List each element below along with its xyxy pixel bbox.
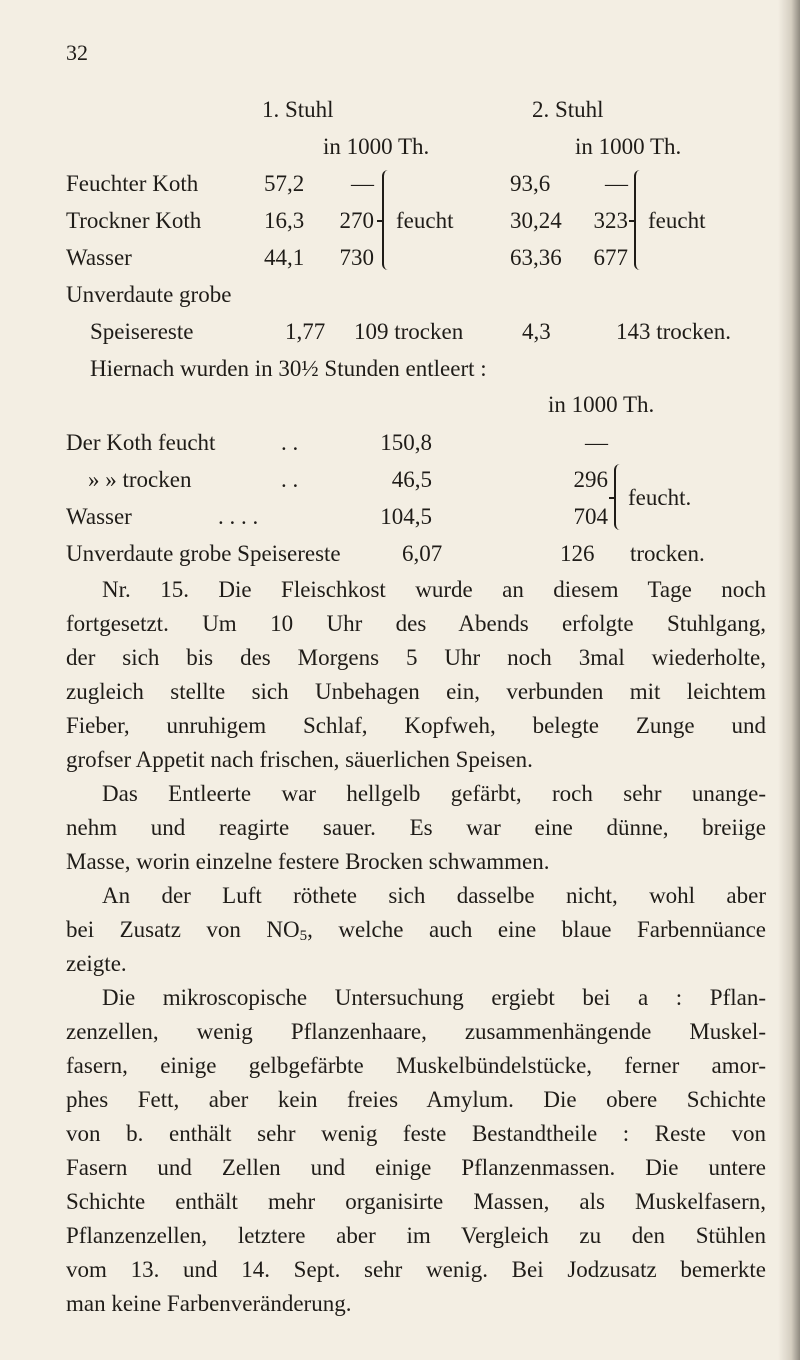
table1-row-per-mille: 323 — [593, 208, 628, 233]
table2-row-label: Wasser — [66, 504, 132, 529]
text-line: An der Luft röthete sich dasselbe nicht, wohl aber — [102, 883, 766, 908]
text-line: zenzellen, wenig Pflanzenhaare, zusammenhängende Muskel- — [66, 1019, 766, 1044]
table1-col2-unit: in 1000 Th. — [575, 134, 682, 159]
text-line: Pflanzenzellen, letztere aber im Vergleich zu den Stühlen — [66, 1223, 766, 1248]
table2-row-value: 6,07 — [402, 541, 443, 566]
table1-col2-title: 2. Stuhl — [532, 97, 604, 122]
table2-row-label: Unverdaute grobe Speisereste — [66, 541, 341, 566]
table1-row-per-mille: 730 — [339, 245, 374, 270]
table2-leader-dots: . . — [281, 430, 299, 455]
table1-row-label: Wasser — [66, 245, 132, 270]
table1-row-value: 57,2 — [264, 171, 305, 196]
text-line: fortgesetzt. Um 10 Uhr des Abends erfolgte Stuhlgang, — [66, 611, 766, 636]
text-line: Die mikroscopische Untersuchung ergiebt bei a : Pflan- — [102, 985, 766, 1010]
table1-row-label: Feuchter Koth — [66, 171, 199, 196]
text-line: bei Zusatz von $NO_5$, welche auch eine blaue Farbennüance — [66, 917, 766, 944]
text-line: Masse, worin einzelne festere Brocken schwammen. — [66, 849, 550, 874]
table1-row-value: 30,24 — [510, 208, 562, 233]
table2-unit: in 1000 Th. — [548, 392, 655, 417]
brace-label: feucht. — [628, 485, 692, 510]
table2-row-label: » » trocken — [88, 467, 192, 492]
curly-brace — [634, 170, 646, 270]
table1-row-value: 63,36 — [510, 245, 562, 270]
table1-col1-unit: in 1000 Th. — [323, 134, 430, 159]
table1-row-label: Unverdaute grobe — [66, 282, 232, 307]
table1-row-per-mille: 677 — [593, 245, 628, 270]
table2-row-per-mille: 704 — [573, 504, 608, 529]
subscript: 5 — [299, 928, 308, 944]
table1-row-per-mille: — — [351, 171, 374, 196]
table2-leader-dots: . . — [281, 467, 299, 492]
page-edge-shadow — [778, 0, 800, 1360]
table2-row-per-mille: 126 — [560, 541, 595, 566]
table1-row-value: 93,6 — [510, 171, 551, 196]
text-line: Fieber, unruhigem Schlaf, Kopfweh, belegte Zunge und — [66, 713, 766, 738]
table2-row-per-mille: — — [585, 430, 608, 455]
table2-row-note: trocken. — [630, 541, 705, 566]
brace-label: feucht — [396, 208, 454, 233]
table1-col1-title: 1. Stuhl — [262, 97, 334, 122]
table1-row-per-mille: 270 — [339, 208, 374, 233]
table2-row-label: Der Koth feucht — [66, 430, 216, 455]
text-line: von b. enthält sehr wenig feste Bestandtheile : Reste von — [66, 1121, 766, 1146]
table2-leader-dots: . . . . — [218, 504, 259, 529]
text-line: zugleich stellte sich Unbehagen ein, verbunden mit leichtem — [66, 679, 766, 704]
text-line: vom 13. und 14. Sept. sehr wenig. Bei Jodzusatz bemerkte — [66, 1257, 766, 1282]
table1-row-label: Trockner Koth — [66, 208, 202, 233]
text-line: Schichte enthält mehr organisirte Massen, als Muskelfasern, — [66, 1189, 766, 1214]
table1-row-per-mille: 109 trocken — [354, 319, 464, 344]
curly-brace — [614, 464, 626, 530]
text-line: zeigte. — [66, 951, 127, 976]
text-line: grofser Appetit nach frischen, säuerlichen Speisen. — [66, 747, 533, 772]
brace-label: feucht — [648, 208, 706, 233]
body-text — [66, 573, 766, 1321]
text-line: phes Fett, aber kein freies Amylum. Die obere Schichte — [66, 1087, 766, 1112]
text-line: Nr. 15. Die Fleischkost wurde an diesem Tage noch — [102, 577, 766, 602]
table1-row-value: 4,3 — [522, 319, 551, 344]
page-number: 32 — [66, 40, 88, 65]
intro-line: Hiernach wurden in 30½ Stunden entleert : — [90, 356, 487, 381]
table1-row-value: 44,1 — [264, 245, 305, 270]
table2-row-per-mille: 296 — [573, 467, 608, 492]
text-line: nehm und reagirte sauer. Es war eine dünne, breiige — [66, 815, 766, 840]
table1-row-per-mille: — — [605, 171, 628, 196]
table2-row-value: 46,5 — [391, 467, 432, 492]
table1-row-per-mille: 143 trocken. — [616, 319, 731, 344]
table1-row-label: Speisereste — [90, 319, 194, 344]
text-line: man keine Farbenveränderung. — [66, 1291, 352, 1316]
text-line: Fasern und Zellen und einige Pflanzenmassen. Die untere — [66, 1155, 766, 1180]
text-line: Das Entleerte war hellgelb gefärbt, roch sehr unange- — [102, 781, 766, 806]
text-line: der sich bis des Morgens 5 Uhr noch 3mal wiederholte, — [66, 645, 766, 670]
table1-row-value: 1,77 — [285, 319, 326, 344]
curly-brace — [382, 170, 394, 270]
text-line: fasern, einige gelbgefärbte Muskelbündelstücke, ferner amor- — [66, 1053, 766, 1078]
table1-row-value: 16,3 — [264, 208, 305, 233]
table2-row-value: 104,5 — [380, 504, 432, 529]
table2-row-value: 150,8 — [380, 430, 432, 455]
